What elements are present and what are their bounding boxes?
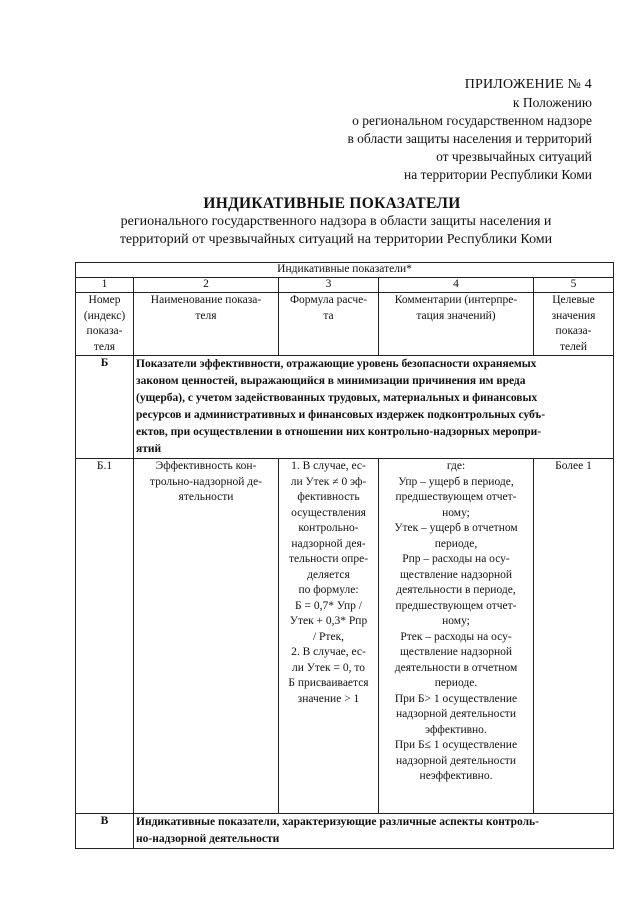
comment-line: ществление надзорной [399,646,513,658]
formula-line: контрольно- [298,522,359,534]
indicator-target: Более 1 [534,459,614,814]
comment-line: Упр – ущерб в периоде, [398,475,514,488]
comment-line: надзорной деятельности [396,708,516,720]
formula-line: 1. В случае, ес- [291,460,366,472]
column-number: 5 [534,278,614,293]
comment-line: эффективно. [425,723,487,736]
indicator-comments [379,459,534,814]
header-line: Целевые [552,294,595,306]
subtitle-line: регионального государственного надзора в области защиты населения и [120,214,552,229]
formula-line: Б присваивается [288,677,369,689]
subtitle-line: территорий от чрезвычайных ситуаций на территории Республики Коми [119,232,553,247]
name-line: ятельности [178,491,234,503]
header-line: показа- [86,325,123,337]
header-line: показа- [555,325,592,337]
formula-line: Утек + 0,3* Рпр [289,615,368,627]
comment-line: При Б≤ 1 осуществление [394,739,518,751]
header-line: та [323,309,334,322]
appendix-line: к Положению [512,95,592,110]
name-line: трольно-надзорной де- [149,475,263,488]
name-line: Эффективность кон- [155,460,257,472]
comment-line: Ртек – расходы на осу- [400,630,512,643]
document-subtitle [82,213,590,249]
section-title [134,356,614,459]
header-line: Номер [88,294,121,306]
section-line: но-надзорной деятельности [136,833,280,845]
formula-line: значение > 1 [297,692,360,705]
comment-line: ществление надзорной [399,568,513,581]
indicator-index: Б.1 [76,459,134,814]
formula-line: ли Утек ≠ 0 эф- [290,475,367,488]
comment-line: предшествующем отчет- [395,599,517,612]
comment-line: неэффективно. [419,770,493,782]
appendix-line: на территории Республики Коми [404,167,592,182]
appendix-header [262,76,592,184]
comment-line: Утек – ущерб в отчетном [394,522,518,534]
column-header-target [534,293,614,356]
header-line: Комментарии (интерпре- [394,294,518,306]
comment-line: предшествующем отчет- [395,491,517,503]
header-line: значения [551,309,596,322]
formula-line: деляется [307,568,350,581]
document-title: ИНДИКАТИВНЫЕ ПОКАЗАТЕЛИ [203,195,461,212]
comment-line: где: [446,460,466,472]
section-line: ектов, при осуществлении в отношении них контрольно-надзорных меропри- [136,426,542,438]
table-row [76,459,614,814]
header-line: тация значений) [416,309,496,322]
column-header-index [76,293,134,356]
comment-line: периоде. [434,677,478,689]
formula-line: фективность [297,491,360,503]
header-line: телей [559,340,588,353]
formula-line: осуществления [291,506,366,519]
header-line: Наименование показа- [150,294,262,306]
column-header-comments [379,293,534,356]
section-line: законом ценностей, выражающийся в минимизации причинения им вреда [136,375,526,387]
header-line: Формула расче- [289,294,368,306]
indicator-name [134,459,279,814]
column-number: 1 [76,278,134,293]
comment-line: ному; [442,506,470,519]
table-caption: Индикативные показатели* [76,263,614,278]
header-line: (индекс) [83,309,126,322]
column-number: 2 [134,278,279,293]
formula-line: Б = 0,7* Упр / [295,599,362,612]
section-title [134,814,614,849]
column-header-formula [279,293,379,356]
appendix-line: ПРИЛОЖЕНИЕ № 4 [464,77,592,92]
indicators-table [75,262,614,849]
column-header-name [134,293,279,356]
comment-line: Рпр – расходы на осу- [402,553,510,565]
formula-line: ли Утек = 0, то [292,661,365,674]
indicator-formula [279,459,379,814]
comment-line: деятельности в отчетном [394,661,518,674]
formula-line: / Ртек, [312,630,345,643]
comment-line: надзорной деятельности [396,754,516,767]
comment-line: периоде, [434,537,478,550]
column-header-row [76,293,614,356]
column-number: 3 [279,278,379,293]
section-v-row [76,814,614,849]
table-caption-row [76,263,614,278]
header-line: теля [93,340,116,353]
formula-line: 2. В случае, ес- [291,646,366,658]
section-line: (ущерба), с учетом задействованных трудовых, материальных и финансовых [136,392,538,404]
formula-line: тельности опре- [288,553,369,565]
section-index: Б [76,356,134,459]
section-index: В [76,814,134,849]
comment-line: ному; [442,615,470,627]
comment-line: деятельности в периоде, [396,584,516,596]
comment-line: При Б> 1 осуществление [394,692,518,705]
column-number: 4 [379,278,534,293]
formula-line: надзорной дея- [291,537,366,550]
header-line: теля [195,309,217,322]
section-line: Индикативные показатели, характеризующие различные аспекты контроль- [136,816,539,828]
column-number-row [76,278,614,293]
section-b-row [76,356,614,459]
appendix-line: о региональном государственном надзоре [352,113,592,128]
section-line: ятий [136,443,162,455]
appendix-line: от чрезвычайных ситуаций [436,149,592,164]
section-line: ресурсов и административных и финансовых издержек подконтрольных субъ- [136,409,546,421]
section-line: Показатели эффективности, отражающие уровень безопасности охраняемых [136,358,537,370]
appendix-line: в области защиты населения и территорий [347,131,592,146]
formula-line: по формуле: [298,584,359,596]
